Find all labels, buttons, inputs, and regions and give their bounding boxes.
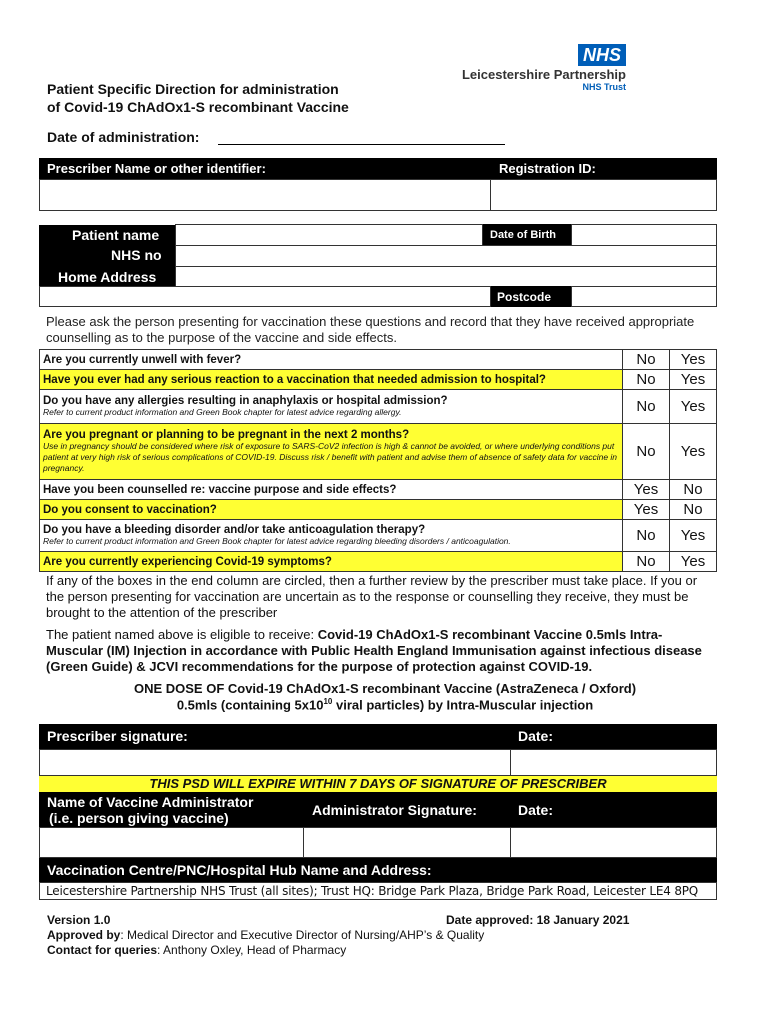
registration-id-field[interactable] xyxy=(490,179,717,211)
vaccination-centre-value xyxy=(39,882,717,900)
question-note: Refer to current product information and Green Book chapter for latest advice regarding allergy. xyxy=(43,407,402,417)
answer-option-first[interactable]: No xyxy=(623,520,670,552)
administrator-header xyxy=(39,792,717,827)
question-row xyxy=(40,350,717,370)
home-address-field-line2[interactable] xyxy=(39,286,491,307)
dose-line-2 xyxy=(0,697,770,712)
eligibility-vaccine: Covid-19 ChAdOx1-S recombinant Vaccine 0.5mls Intra-Muscular (IM) Injection in accordance with Public Health England Immunisation against infectious disease (Green Guide) & JCVI recommendations for the purpose of protection against COVID-19. xyxy=(46,627,702,674)
expiry-banner: THIS PSD WILL EXPIRE WITHIN 7 DAYS OF SIGNATURE OF PRESCRIBER xyxy=(39,776,717,792)
question-note: Refer to current product information and Green Book chapter for latest advice regarding bleeding disorders / anticoagulation. xyxy=(43,536,511,546)
question-row xyxy=(40,500,717,520)
answer-option-second[interactable]: Yes xyxy=(670,424,717,480)
prescriber-date-label: Date: xyxy=(518,728,554,744)
title-line-1: Patient Specific Direction for administration xyxy=(47,81,339,97)
question-cell xyxy=(40,500,623,520)
question-row xyxy=(40,520,717,552)
prescriber-header xyxy=(39,158,717,179)
answer-option-second[interactable]: Yes xyxy=(670,370,717,390)
answer-option-first[interactable]: No xyxy=(623,390,670,424)
nhs-logo-org: Leicestershire Partnership xyxy=(461,67,626,82)
dose-line-2b: viral particles) by Intra-Muscular injection xyxy=(332,697,594,713)
footer-approved-by xyxy=(47,928,484,942)
question-row xyxy=(40,370,717,390)
administrator-name-field[interactable] xyxy=(39,827,304,858)
review-text: If any of the boxes in the end column are circled, then a further review by the prescriber must take place. If you or the person presenting for vaccination are uncertain as to the response or counselling they receive, they must be brought to the attention of the prescriber xyxy=(46,573,698,620)
patient-name-field[interactable] xyxy=(175,224,483,246)
registration-id-label: Registration ID: xyxy=(499,161,596,176)
answer-option-first[interactable]: Yes xyxy=(623,480,670,500)
nhs-logo-trust: NHS Trust xyxy=(582,82,626,92)
date-of-birth-field[interactable] xyxy=(571,224,717,246)
nhs-no-label: NHS no xyxy=(111,247,162,263)
date-of-administration-label: Date of administration: xyxy=(47,129,200,145)
prescriber-name-field[interactable] xyxy=(39,179,491,211)
dose-exponent: 10 xyxy=(323,697,333,706)
question-text: Are you currently experiencing Covid-19 symptoms? xyxy=(43,555,332,568)
question-cell xyxy=(40,370,623,390)
answer-option-first[interactable]: Yes xyxy=(623,500,670,520)
contact-value: : Anthony Oxley, Head of Pharmacy xyxy=(157,943,347,957)
home-address-field[interactable] xyxy=(175,266,717,287)
administrator-date-label: Date: xyxy=(518,802,554,818)
question-text: Do you have a bleeding disorder and/or take anticoagulation therapy? xyxy=(43,524,426,536)
answer-option-first[interactable]: No xyxy=(623,350,670,370)
question-row xyxy=(40,552,717,572)
dose-line-1: ONE DOSE OF Covid-19 ChAdOx1-S recombinant Vaccine (AstraZeneca / Oxford) xyxy=(133,681,637,696)
date-of-birth-label xyxy=(483,224,571,246)
answer-option-second[interactable]: Yes xyxy=(670,520,717,552)
answer-option-second[interactable]: Yes xyxy=(670,390,717,424)
screening-questions-table xyxy=(39,349,717,572)
question-text: Are you currently unwell with fever? xyxy=(43,353,242,366)
footer-contact xyxy=(47,943,346,957)
question-cell xyxy=(40,424,623,480)
approved-by-value: : Medical Director and Executive Director of Nursing/AHP’s & Quality xyxy=(120,928,485,942)
question-row xyxy=(40,424,717,480)
answer-option-first[interactable]: No xyxy=(623,552,670,572)
administrator-name-label-1: Name of Vaccine Administrator xyxy=(47,794,254,810)
question-note: Use in pregnancy should be considered where risk of exposure to SARS-CoV2 infection is high & cannot be avoided, or where underlying conditions put patient at very high risk of serious complications of COVID-19. Discuss risk / benefit with patient and advise them of absence of safety data for vaccine in pregnancy. xyxy=(43,441,618,473)
question-text: Do you consent to vaccination? xyxy=(43,503,217,516)
answer-option-first[interactable]: No xyxy=(623,424,670,480)
vaccination-centre-label: Vaccination Centre/PNC/Hospital Hub Name and Address: xyxy=(47,862,432,878)
question-cell xyxy=(40,390,623,424)
answer-option-second[interactable]: Yes xyxy=(670,350,717,370)
date-of-administration-line[interactable] xyxy=(218,144,505,145)
administrator-signature-label: Administrator Signature: xyxy=(312,802,477,818)
question-text: Are you pregnant or planning to be pregnant in the next 2 months? xyxy=(43,429,410,441)
question-text: Have you ever had any serious reaction to a vaccination that needed admission to hospital? xyxy=(43,373,546,386)
administrator-date-field[interactable] xyxy=(510,827,717,858)
nhs-logo-badge: NHS xyxy=(578,44,626,66)
dose-line-2a: 0.5mls (containing 5x10 xyxy=(176,697,324,713)
patient-name-label: Patient name xyxy=(72,227,160,243)
administrator-name-label-2: (i.e. person giving vaccine) xyxy=(49,810,229,826)
title-line-2: of Covid-19 ChAdOx1-S recombinant Vaccine xyxy=(47,99,349,115)
question-cell xyxy=(40,480,623,500)
nhs-no-field[interactable] xyxy=(175,245,717,267)
prescriber-name-label: Prescriber Name or other identifier: xyxy=(47,161,266,176)
prescriber-date-field[interactable] xyxy=(510,749,717,776)
date-of-birth-text: Date of Birth xyxy=(490,229,556,241)
contact-label: Contact for queries xyxy=(47,943,158,957)
postcode-label xyxy=(491,286,571,307)
question-cell xyxy=(40,520,623,552)
prescriber-signature-field[interactable] xyxy=(39,749,511,776)
question-row xyxy=(40,480,717,500)
footer-version: Version 1.0 xyxy=(47,913,111,927)
answer-option-first[interactable]: No xyxy=(623,370,670,390)
answer-option-second[interactable]: Yes xyxy=(670,552,717,572)
home-address-label: Home Address xyxy=(58,269,157,285)
eligibility-text xyxy=(46,627,716,675)
approved-by-label: Approved by xyxy=(47,928,121,942)
answer-option-second[interactable]: No xyxy=(670,480,717,500)
vaccination-centre-text: Leicestershire Partnership NHS Trust (all sites); Trust HQ: Bridge Park Plaza, Bridge Park Road, Leicester LE4 8PQ xyxy=(46,884,699,898)
question-text: Have you been counselled re: vaccine purpose and side effects? xyxy=(43,483,397,496)
question-cell xyxy=(40,350,623,370)
page-title xyxy=(47,80,349,116)
eligibility-intro: The patient named above is eligible to receive: xyxy=(46,627,318,642)
nhs-logo xyxy=(440,44,630,94)
answer-option-second[interactable]: No xyxy=(670,500,717,520)
question-cell xyxy=(40,552,623,572)
question-row xyxy=(40,390,717,424)
intro-text: Please ask the person presenting for vaccination these questions and record that they have received appropriate counselling as to the purpose of the vaccine and side effects. xyxy=(46,314,695,345)
question-text: Do you have any allergies resulting in anaphylaxis or hospital admission? xyxy=(43,395,448,407)
footer-date-approved: Date approved: 18 January 2021 xyxy=(446,913,630,927)
vaccination-centre-header xyxy=(39,858,717,882)
postcode-field[interactable] xyxy=(571,286,717,307)
prescriber-signature-label: Prescriber signature: xyxy=(47,728,188,744)
prescriber-signature-header xyxy=(39,724,717,749)
administrator-signature-field[interactable] xyxy=(303,827,511,858)
postcode-text: Postcode xyxy=(497,290,552,304)
